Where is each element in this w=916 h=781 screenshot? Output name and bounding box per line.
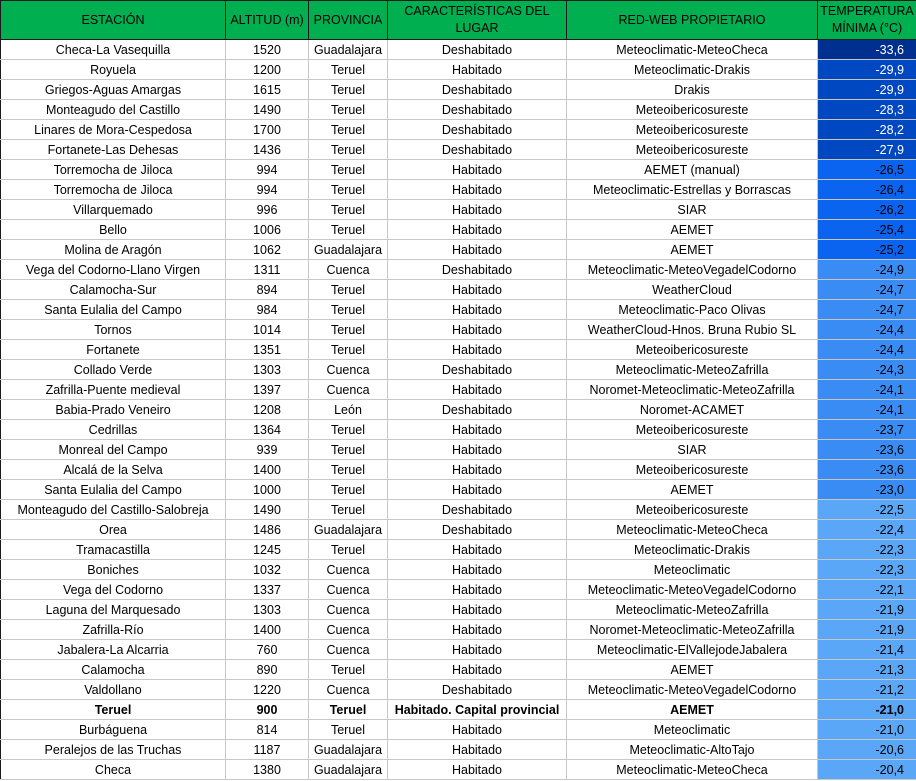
cell-province: Teruel <box>309 160 388 180</box>
cell-network: Meteoclimatic-Paco Olivas <box>567 300 818 320</box>
table-row <box>1 340 916 360</box>
cell-network: Meteoclimatic-MeteoZafrilla <box>567 360 818 380</box>
cell-altitude: 1245 <box>226 540 309 560</box>
cell-network: AEMET <box>567 480 818 500</box>
cell-province: Teruel <box>309 420 388 440</box>
cell-network: Meteoclimatic-Drakis <box>567 540 818 560</box>
cell-altitude: 939 <box>226 440 309 460</box>
table-row <box>1 160 916 180</box>
cell-min-temp: -25,2 <box>818 240 916 260</box>
cell-characteristics: Habitado <box>388 300 567 320</box>
cell-altitude: 1364 <box>226 420 309 440</box>
cell-characteristics: Deshabitado <box>388 520 567 540</box>
cell-station: Zafrilla-Puente medieval <box>1 380 226 400</box>
cell-min-temp: -21,3 <box>818 660 916 680</box>
cell-station: Griegos-Aguas Amargas <box>1 80 226 100</box>
cell-altitude: 1486 <box>226 520 309 540</box>
cell-characteristics: Habitado <box>388 720 567 740</box>
cell-min-temp: -21,9 <box>818 600 916 620</box>
table-row <box>1 760 916 780</box>
cell-characteristics: Habitado <box>388 480 567 500</box>
cell-min-temp: -24,1 <box>818 380 916 400</box>
cell-network: AEMET <box>567 700 818 720</box>
cell-characteristics: Deshabitado <box>388 40 567 60</box>
cell-altitude: 1303 <box>226 360 309 380</box>
cell-characteristics: Deshabitado <box>388 120 567 140</box>
table-row <box>1 180 916 200</box>
table-row <box>1 540 916 560</box>
cell-characteristics: Deshabitado <box>388 100 567 120</box>
cell-station: Peralejos de las Truchas <box>1 740 226 760</box>
cell-network: AEMET <box>567 240 818 260</box>
cell-network: Meteoibericosureste <box>567 500 818 520</box>
cell-province: Teruel <box>309 480 388 500</box>
cell-characteristics: Habitado <box>388 580 567 600</box>
table-row <box>1 220 916 240</box>
table-row <box>1 240 916 260</box>
cell-min-temp: -26,2 <box>818 200 916 220</box>
table-row <box>1 620 916 640</box>
cell-province: Teruel <box>309 440 388 460</box>
cell-network: Meteoibericosureste <box>567 460 818 480</box>
cell-province: León <box>309 400 388 420</box>
cell-network: Meteoclimatic-MeteoCheca <box>567 520 818 540</box>
cell-station: Valdollano <box>1 680 226 700</box>
cell-characteristics: Habitado <box>388 320 567 340</box>
cell-network: WeatherCloud-Hnos. Bruna Rubio SL <box>567 320 818 340</box>
cell-characteristics: Habitado <box>388 160 567 180</box>
cell-min-temp: -22,5 <box>818 500 916 520</box>
header-station: ESTACIÓN <box>1 1 226 40</box>
cell-altitude: 1397 <box>226 380 309 400</box>
header-province: PROVINCIA <box>309 1 388 40</box>
cell-station: Cedrillas <box>1 420 226 440</box>
cell-network: Meteoclimatic-AltoTajo <box>567 740 818 760</box>
cell-network: Meteoclimatic-Drakis <box>567 60 818 80</box>
cell-province: Teruel <box>309 300 388 320</box>
cell-characteristics: Habitado <box>388 60 567 80</box>
table-row <box>1 740 916 760</box>
cell-network: Noromet-ACAMET <box>567 400 818 420</box>
cell-altitude: 1006 <box>226 220 309 240</box>
cell-characteristics: Habitado <box>388 740 567 760</box>
cell-min-temp: -33,6 <box>818 40 916 60</box>
cell-station: Collado Verde <box>1 360 226 380</box>
table-row <box>1 400 916 420</box>
cell-province: Teruel <box>309 700 388 720</box>
cell-characteristics: Habitado <box>388 600 567 620</box>
cell-station: Monteagudo del Castillo-Salobreja <box>1 500 226 520</box>
cell-altitude: 814 <box>226 720 309 740</box>
cell-province: Teruel <box>309 100 388 120</box>
cell-province: Teruel <box>309 320 388 340</box>
cell-province: Teruel <box>309 660 388 680</box>
cell-altitude: 760 <box>226 640 309 660</box>
cell-network: Meteoclimatic <box>567 720 818 740</box>
cell-min-temp: -22,1 <box>818 580 916 600</box>
cell-characteristics: Deshabitado <box>388 140 567 160</box>
cell-altitude: 994 <box>226 180 309 200</box>
cell-min-temp: -24,7 <box>818 280 916 300</box>
cell-min-temp: -21,9 <box>818 620 916 640</box>
table-row <box>1 320 916 340</box>
cell-station: Royuela <box>1 60 226 80</box>
table-body <box>1 40 916 780</box>
cell-station: Vega del Codorno <box>1 580 226 600</box>
cell-network: Drakis <box>567 80 818 100</box>
cell-min-temp: -21,0 <box>818 720 916 740</box>
cell-station: Alcalá de la Selva <box>1 460 226 480</box>
cell-characteristics: Habitado <box>388 620 567 640</box>
cell-min-temp: -20,6 <box>818 740 916 760</box>
cell-province: Cuenca <box>309 260 388 280</box>
cell-altitude: 1187 <box>226 740 309 760</box>
table-row <box>1 600 916 620</box>
cell-station: Villarquemado <box>1 200 226 220</box>
cell-altitude: 1615 <box>226 80 309 100</box>
cell-station: Checa <box>1 760 226 780</box>
cell-station: Torremocha de Jiloca <box>1 160 226 180</box>
cell-network: Noromet-Meteoclimatic-MeteoZafrilla <box>567 620 818 640</box>
cell-min-temp: -21,2 <box>818 680 916 700</box>
cell-province: Teruel <box>309 60 388 80</box>
table-row <box>1 120 916 140</box>
cell-station: Linares de Mora-Cespedosa <box>1 120 226 140</box>
cell-min-temp: -23,6 <box>818 460 916 480</box>
cell-station: Boniches <box>1 560 226 580</box>
cell-network: AEMET <box>567 220 818 240</box>
cell-min-temp: -28,3 <box>818 100 916 120</box>
cell-characteristics: Habitado <box>388 340 567 360</box>
cell-station: Orea <box>1 520 226 540</box>
cell-characteristics: Habitado <box>388 280 567 300</box>
cell-min-temp: -29,9 <box>818 80 916 100</box>
cell-province: Teruel <box>309 540 388 560</box>
cell-altitude: 994 <box>226 160 309 180</box>
table-row <box>1 680 916 700</box>
cell-min-temp: -20,4 <box>818 760 916 780</box>
cell-min-temp: -24,4 <box>818 320 916 340</box>
header-characteristics: CARACTERÍSTICAS DEL LUGAR <box>388 1 567 40</box>
table-row <box>1 100 916 120</box>
cell-province: Teruel <box>309 720 388 740</box>
cell-characteristics: Habitado <box>388 180 567 200</box>
cell-station: Tramacastilla <box>1 540 226 560</box>
cell-province: Guadalajara <box>309 520 388 540</box>
cell-min-temp: -22,3 <box>818 560 916 580</box>
cell-province: Cuenca <box>309 680 388 700</box>
cell-altitude: 1200 <box>226 60 309 80</box>
cell-network: WeatherCloud <box>567 280 818 300</box>
table-row <box>1 140 916 160</box>
table-row <box>1 700 916 720</box>
table-row <box>1 80 916 100</box>
table-row <box>1 440 916 460</box>
cell-characteristics: Habitado <box>388 380 567 400</box>
cell-altitude: 900 <box>226 700 309 720</box>
cell-network: AEMET (manual) <box>567 160 818 180</box>
cell-altitude: 1380 <box>226 760 309 780</box>
header-row <box>1 1 916 40</box>
table-row <box>1 460 916 480</box>
cell-min-temp: -23,6 <box>818 440 916 460</box>
cell-network: Meteoclimatic-Estrellas y Borrascas <box>567 180 818 200</box>
cell-station: Bello <box>1 220 226 240</box>
cell-station: Vega del Codorno-Llano Virgen <box>1 260 226 280</box>
cell-station: Babia-Prado Veneiro <box>1 400 226 420</box>
cell-altitude: 1014 <box>226 320 309 340</box>
table-row <box>1 480 916 500</box>
cell-characteristics: Habitado <box>388 560 567 580</box>
cell-min-temp: -29,9 <box>818 60 916 80</box>
cell-network: Meteoclimatic <box>567 560 818 580</box>
header-altitude: ALTITUD (m) <box>226 1 309 40</box>
table-row <box>1 360 916 380</box>
cell-min-temp: -24,3 <box>818 360 916 380</box>
cell-station: Laguna del Marquesado <box>1 600 226 620</box>
cell-network: Meteoclimatic-MeteoVegadelCodorno <box>567 260 818 280</box>
cell-station: Checa-La Vasequilla <box>1 40 226 60</box>
table-row <box>1 560 916 580</box>
cell-network: Meteoclimatic-MeteoZafrilla <box>567 600 818 620</box>
cell-station: Santa Eulalia del Campo <box>1 300 226 320</box>
cell-province: Cuenca <box>309 620 388 640</box>
cell-network: Meteoibericosureste <box>567 120 818 140</box>
cell-network: SIAR <box>567 200 818 220</box>
cell-altitude: 1490 <box>226 100 309 120</box>
cell-characteristics: Deshabitado <box>388 360 567 380</box>
header-min-temp: TEMPERATURA MÍNIMA (°C) <box>818 1 916 40</box>
cell-province: Guadalajara <box>309 40 388 60</box>
cell-province: Teruel <box>309 340 388 360</box>
cell-min-temp: -24,9 <box>818 260 916 280</box>
cell-province: Teruel <box>309 280 388 300</box>
cell-characteristics: Habitado <box>388 760 567 780</box>
cell-station: Jabalera-La Alcarria <box>1 640 226 660</box>
cell-min-temp: -24,4 <box>818 340 916 360</box>
cell-network: Meteoclimatic-MeteoCheca <box>567 40 818 60</box>
table-row <box>1 640 916 660</box>
table-row <box>1 520 916 540</box>
cell-station: Monreal del Campo <box>1 440 226 460</box>
cell-province: Cuenca <box>309 600 388 620</box>
cell-characteristics: Habitado <box>388 460 567 480</box>
cell-network: Meteoclimatic-ElVallejodeJabalera <box>567 640 818 660</box>
cell-province: Teruel <box>309 80 388 100</box>
cell-characteristics: Habitado. Capital provincial <box>388 700 567 720</box>
cell-characteristics: Deshabitado <box>388 80 567 100</box>
cell-altitude: 1000 <box>226 480 309 500</box>
cell-characteristics: Habitado <box>388 240 567 260</box>
cell-characteristics: Deshabitado <box>388 680 567 700</box>
cell-altitude: 1436 <box>226 140 309 160</box>
cell-province: Cuenca <box>309 580 388 600</box>
cell-min-temp: -23,7 <box>818 420 916 440</box>
table-row <box>1 500 916 520</box>
cell-altitude: 1311 <box>226 260 309 280</box>
cell-altitude: 1062 <box>226 240 309 260</box>
cell-network: Meteoclimatic-MeteoVegadelCodorno <box>567 580 818 600</box>
table-row <box>1 280 916 300</box>
header-network: RED-WEB PROPIETARIO <box>567 1 818 40</box>
cell-altitude: 996 <box>226 200 309 220</box>
table-row <box>1 660 916 680</box>
cell-network: Meteoibericosureste <box>567 420 818 440</box>
cell-min-temp: -21,0 <box>818 700 916 720</box>
cell-station: Calamocha <box>1 660 226 680</box>
cell-station: Fortanete-Las Dehesas <box>1 140 226 160</box>
cell-province: Teruel <box>309 120 388 140</box>
cell-altitude: 1400 <box>226 620 309 640</box>
cell-station: Monteagudo del Castillo <box>1 100 226 120</box>
cell-network: Meteoclimatic-MeteoCheca <box>567 760 818 780</box>
cell-altitude: 1351 <box>226 340 309 360</box>
cell-min-temp: -26,4 <box>818 180 916 200</box>
cell-min-temp: -28,2 <box>818 120 916 140</box>
cell-network: AEMET <box>567 660 818 680</box>
cell-min-temp: -23,0 <box>818 480 916 500</box>
table-row <box>1 380 916 400</box>
table-row <box>1 200 916 220</box>
cell-station: Torremocha de Jiloca <box>1 180 226 200</box>
cell-province: Guadalajara <box>309 740 388 760</box>
cell-characteristics: Habitado <box>388 220 567 240</box>
cell-province: Cuenca <box>309 380 388 400</box>
cell-characteristics: Deshabitado <box>388 260 567 280</box>
cell-min-temp: -22,4 <box>818 520 916 540</box>
cell-network: Meteoclimatic-MeteoVegadelCodorno <box>567 680 818 700</box>
cell-province: Cuenca <box>309 640 388 660</box>
cell-altitude: 984 <box>226 300 309 320</box>
cell-altitude: 1032 <box>226 560 309 580</box>
cell-altitude: 1700 <box>226 120 309 140</box>
cell-province: Teruel <box>309 140 388 160</box>
cell-province: Teruel <box>309 180 388 200</box>
cell-altitude: 1337 <box>226 580 309 600</box>
cell-altitude: 1520 <box>226 40 309 60</box>
cell-min-temp: -22,3 <box>818 540 916 560</box>
cell-altitude: 890 <box>226 660 309 680</box>
cell-station: Teruel <box>1 700 226 720</box>
cell-min-temp: -25,4 <box>818 220 916 240</box>
cell-province: Teruel <box>309 500 388 520</box>
cell-characteristics: Deshabitado <box>388 500 567 520</box>
cell-min-temp: -24,7 <box>818 300 916 320</box>
table-row <box>1 260 916 280</box>
cell-min-temp: -21,4 <box>818 640 916 660</box>
cell-province: Teruel <box>309 200 388 220</box>
cell-characteristics: Habitado <box>388 200 567 220</box>
cell-min-temp: -27,9 <box>818 140 916 160</box>
cell-province: Cuenca <box>309 560 388 580</box>
table-row <box>1 720 916 740</box>
table-row <box>1 40 916 60</box>
cell-province: Guadalajara <box>309 760 388 780</box>
cell-altitude: 1400 <box>226 460 309 480</box>
cell-characteristics: Deshabitado <box>388 400 567 420</box>
cell-province: Teruel <box>309 460 388 480</box>
cell-altitude: 1303 <box>226 600 309 620</box>
cell-network: Meteoibericosureste <box>567 340 818 360</box>
cell-characteristics: Habitado <box>388 660 567 680</box>
cell-station: Molina de Aragón <box>1 240 226 260</box>
cell-station: Calamocha-Sur <box>1 280 226 300</box>
cell-station: Burbáguena <box>1 720 226 740</box>
cell-altitude: 894 <box>226 280 309 300</box>
cell-characteristics: Habitado <box>388 540 567 560</box>
cell-province: Cuenca <box>309 360 388 380</box>
table-row <box>1 60 916 80</box>
cell-min-temp: -24,1 <box>818 400 916 420</box>
cell-characteristics: Habitado <box>388 420 567 440</box>
cell-network: Noromet-Meteoclimatic-MeteoZafrilla <box>567 380 818 400</box>
cell-station: Fortanete <box>1 340 226 360</box>
cell-characteristics: Habitado <box>388 440 567 460</box>
cell-province: Guadalajara <box>309 240 388 260</box>
cell-network: Meteoibericosureste <box>567 100 818 120</box>
table-row <box>1 300 916 320</box>
cell-altitude: 1490 <box>226 500 309 520</box>
cell-station: Zafrilla-Río <box>1 620 226 640</box>
cell-altitude: 1208 <box>226 400 309 420</box>
cell-characteristics: Habitado <box>388 640 567 660</box>
cell-network: Meteoibericosureste <box>567 140 818 160</box>
table-row <box>1 580 916 600</box>
cell-station: Tornos <box>1 320 226 340</box>
cell-station: Santa Eulalia del Campo <box>1 480 226 500</box>
cell-province: Teruel <box>309 220 388 240</box>
cell-network: SIAR <box>567 440 818 460</box>
cell-altitude: 1220 <box>226 680 309 700</box>
cell-min-temp: -26,5 <box>818 160 916 180</box>
table-row <box>1 420 916 440</box>
